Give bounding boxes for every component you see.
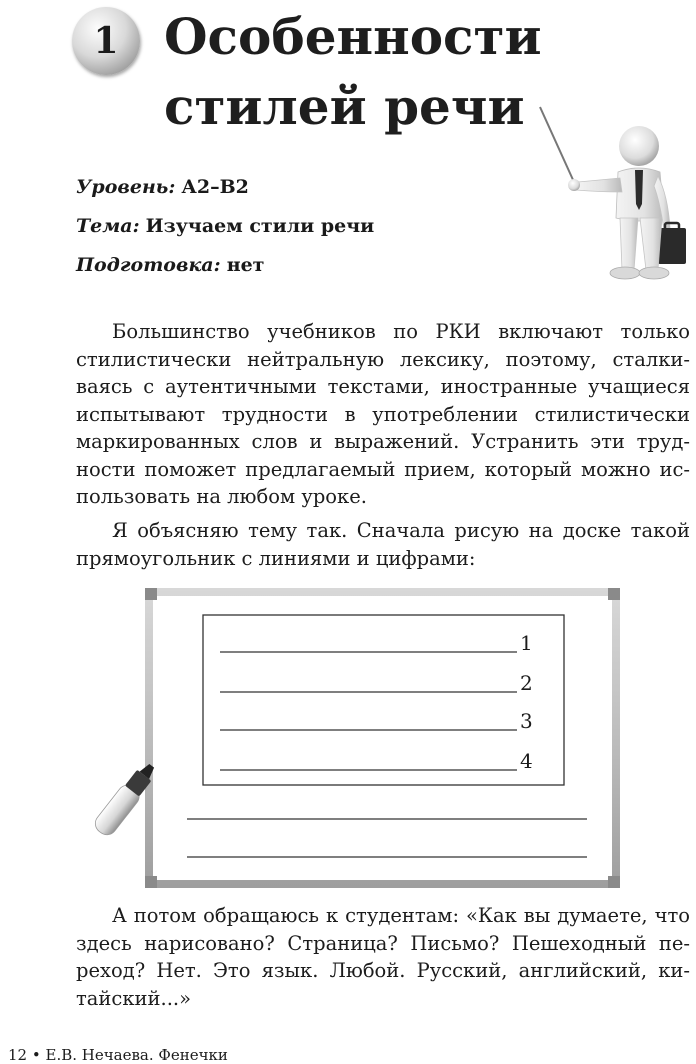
paragraph-line: тайский...» <box>76 986 192 1010</box>
footer-author: Е.В. Нечаева. Фенечки <box>45 1046 228 1064</box>
paragraph-line: Большинство учебников по РКИ включают только <box>112 320 690 343</box>
chapter-title <box>164 2 542 142</box>
paragraph-line: испытывают трудности в употреблении стилистически <box>76 402 690 426</box>
whiteboard <box>60 584 625 894</box>
topic-label: Тема: <box>76 215 140 237</box>
chapter-title-line-2: стилей речи <box>164 77 525 136</box>
board-number-1: 1 <box>520 631 533 655</box>
paragraph-line: ности поможет предлагаемый прием, который можно ис- <box>76 457 690 481</box>
page-number: 12 <box>8 1046 28 1064</box>
topic-value: Изучаем стили речи <box>145 215 375 237</box>
footer-separator: • <box>31 1046 41 1064</box>
paragraph-3 <box>76 902 690 1012</box>
topic-line <box>76 215 374 237</box>
page-footer <box>8 1046 228 1064</box>
paragraph-line: прямоугольник с линиями и цифрами: <box>76 546 476 570</box>
whiteboard-surface <box>153 596 612 880</box>
board-number-4: 4 <box>520 749 533 773</box>
paragraph-line: здесь нарисовано? Страница? Письмо? Пешеходный пе- <box>76 931 690 955</box>
level-line <box>76 176 249 198</box>
level-label: Уровень: <box>76 176 176 198</box>
level-value: А2–В2 <box>181 176 249 198</box>
board-number-2: 2 <box>520 671 533 695</box>
presenter-figure-icon <box>530 100 695 285</box>
paragraph-line: пользовать на любом уроке. <box>76 485 367 508</box>
paragraph-line: Я объясняю тему так. Сначала рисую на доске такой <box>112 519 690 542</box>
chapter-title-line-1: Особенности <box>164 7 542 66</box>
paragraph-line: маркированных слов и выражений. Устранить эти труд- <box>76 430 690 453</box>
prep-value: нет <box>226 254 265 276</box>
paragraph-line: стилистически нейтральную лексику, поэтому, сталки- <box>76 347 690 371</box>
paragraph-2 <box>76 517 690 572</box>
chapter-number: 1 <box>93 20 119 62</box>
paragraph-1 <box>76 318 690 511</box>
prep-line <box>76 254 264 276</box>
chapter-number-badge <box>72 7 140 75</box>
prep-label: Подготовка: <box>76 254 221 276</box>
paragraph-line: реход? Нет. Это язык. Любой. Русский, английский, ки- <box>76 959 690 982</box>
paragraph-line: А потом обращаюсь к студентам: «Как вы думаете, что <box>112 904 690 927</box>
paragraph-line: ваясь с аутентичными текстами, иностранные учащиеся <box>76 375 690 398</box>
board-number-3: 3 <box>520 709 533 733</box>
